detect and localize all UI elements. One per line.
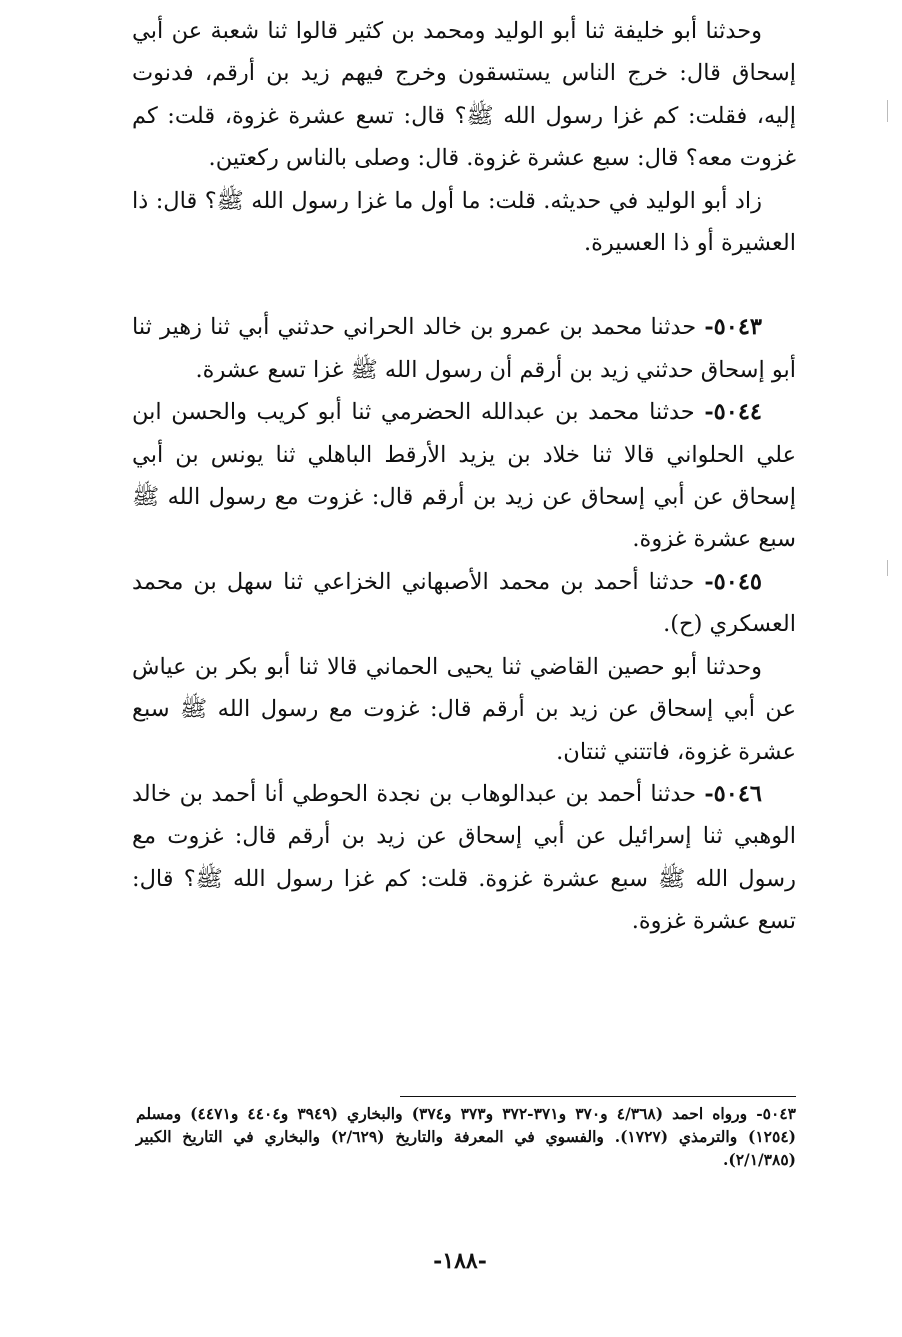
hadith-text: زاد أبو الوليد في حديثه. قلت: ما أول ما غزا رسول الله ﷺ؟ قال: ذا العشيرة أو ذا العسيرة. (132, 187, 796, 257)
page-number: -١٨٨- (433, 1248, 487, 1274)
hadith-paragraph (132, 391, 796, 561)
scan-margin-mark (887, 560, 888, 576)
hadith-number: ٥٠٤٥- (704, 568, 762, 595)
hadith-number: ٥٠٤٤- (704, 399, 762, 426)
footnote-text: ٥٠٤٣- ورواه احمد (٤/٣٦٨ و٣٧٠ و٣٧١-٣٧٢ و٣٧٣ و٣٧٤) والبخاري (٣٩٤٩ و٤٤٠٤ و٤٤٧١) ومسلم (١٢٥٤) والترمذي (١٧٢٧). والفسوي في المعرفة والتاريخ (٢/٦٢٩) والبخاري في التاريخ الكبير (٢/١/٣٨٥). (136, 1104, 797, 1169)
hadith-paragraph (132, 180, 796, 265)
hadith-paragraph (132, 646, 796, 773)
scan-margin-mark (887, 100, 888, 122)
footnote-divider (400, 1096, 796, 1097)
main-text (132, 10, 796, 943)
hadith-number: ٥٠٤٣- (704, 314, 762, 341)
hadith-paragraph (132, 306, 796, 391)
hadith-text: وحدثنا أبو حصين القاضي ثنا يحيى الحماني قالا ثنا أبو بكر بن عياش عن أبي إسحاق عن زيد بن أرقم قال: غزوت مع رسول الله ﷺ سبع عشرة غزوة، فاتتني ثنتان. (132, 653, 796, 765)
hadith-paragraph (132, 561, 796, 646)
hadith-text: وحدثنا أبو خليفة ثنا أبو الوليد ومحمد بن كثير قالوا ثنا شعبة عن أبي إسحاق قال: خرج الناس يستسقون وخرج فيهم زيد بن أرقم، فدنوت إليه، فقلت: كم غزا رسول الله ﷺ؟ قال: تسع عشرة غزوة، قلت: كم غزوت معه؟ قال: سبع عشرة غزوة. قال: وصلى بالناس ركعتين. (132, 18, 796, 172)
hadith-text: حدثنا أحمد بن عبدالوهاب بن نجدة الحوطي أنا أحمد بن خالد الوهبي ثنا إسرائيل عن أبي إسحاق عن زيد بن أرقم قال: غزوت مع رسول الله ﷺ سبع عشرة غزوة. قلت: كم غزا رسول الله ﷺ؟ قال: تسع عشرة غزوة. (132, 780, 796, 935)
hadith-paragraph (132, 773, 796, 943)
hadith-text: حدثنا محمد بن عمرو بن خالد الحراني حدثني أبي ثنا زهير ثنا أبو إسحاق حدثني زيد بن أرقم أن رسول الله ﷺ غزا تسع عشرة. (132, 314, 796, 383)
hadith-text: حدثنا أحمد بن محمد الأصبهاني الخزاعي ثنا سهل بن محمد العسكري (ح). (132, 568, 796, 638)
hadith-text: حدثنا محمد بن عبدالله الحضرمي ثنا أبو كريب والحسن ابن علي الحلواني قالا ثنا خلاد بن يزيد الأرقط الباهلي ثنا يونس بن أبي إسحاق عن أبي إسحاق عن زيد بن أرقم قال: غزوت مع رسول الله ﷺ سبع عشرة غزوة. (132, 399, 796, 553)
footnote (136, 1102, 796, 1171)
hadith-number: ٥٠٤٦- (704, 780, 762, 807)
hadith-paragraph (132, 10, 796, 180)
